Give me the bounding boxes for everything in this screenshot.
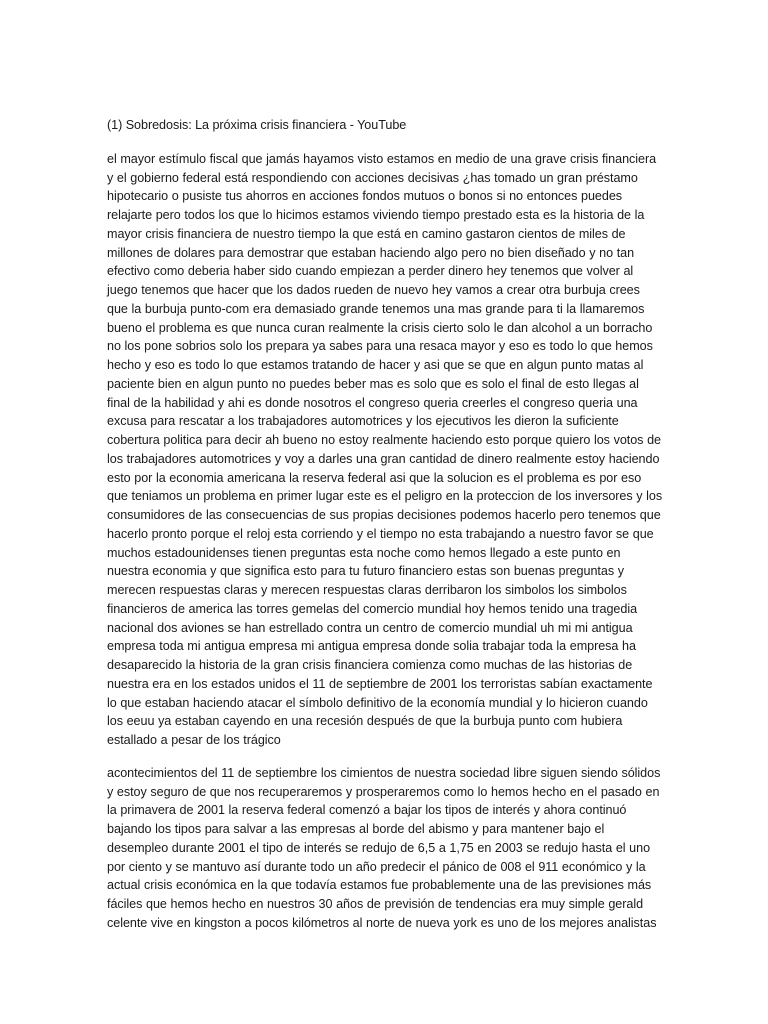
- paragraph-2: acontecimientos del 11 de septiembre los cimientos de nuestra sociedad libre siguen siendo sólidos y estoy seguro de que nos recuperaremos y prosperaremos como lo hemos hecho en el pasado en la primavera de 2001 la reserva federal comenzó a bajar los tipos de interés y ahora continuó bajando los tipos para salvar a las empresas al borde del abismo y para mantener bajo el desempleo durante 2001 el tipo de interés se redujo de 6,5 a 1,75 en 2003 se redujo hasta el uno por ciento y se mantuvo así durante todo un año predecir el pánico de 008 el 911 económico y la actual crisis económica en la que todavía estamos fue probablemente una de las previsiones más fáciles que hemos hecho en nuestros 30 años de previsión de tendencias era muy simple gerald celente vive en kingston a pocos kilómetros al norte de nueva york es uno de los mejores analistas: [107, 765, 661, 930]
- paragraph-1: el mayor estímulo fiscal que jamás hayamos visto estamos en medio de una grave crisis financiera y el gobierno federal está respondiendo con acciones decisivas ¿has tomado un gran préstamo hipotecario o pusiste tus ahorros en acciones fondos mutuos o bonos si no entonces puedes relajarte pero todos los que lo hicimos estamos viviendo tiempo prestado esta es la historia de la mayor crisis financiera de nuestro tiempo la que está en camino gastaron cientos de miles de millones de dolares para demostrar que estaban haciendo algo pero no bien diseñado y no tan efectivo como deberia haber sido cuando empiezan a perder dinero hey tenemos que volver al juego tenemos que hacer que los dados rueden de nuevo hey vamos a crear otra burbuja crees que la burbuja punto-com era demasiado grande tenemos una mas grande para ti la llamaremos bueno el problema es que nunca curan realmente la crisis cierto solo le dan alcohol a un borracho no los pone sobrios solo los prepara ya sabes para una resaca mayor y eso es todo lo que hemos hecho y eso es todo lo que estamos tratando de hacer y asi que se que en algun punto matas al paciente bien en algun punto no puedes beber mas es solo que es solo el final de esto llegas al final de la habilidad y ahi es donde nosotros el congreso queria creerles el congreso queria una excusa para rescatar a los trabajadores automotrices y los ejecutivos les dieron la suficiente cobertura politica para decir ah bueno no estoy realmente haciendo esto porque quiero los votos de los trabajadores automotrices y voy a darles una gran cantidad de dinero realmente estoy haciendo esto por la economia americana la reserva federal asi que la solucion es el problema es por eso que teniamos un problema en primer lugar este es el peligro en la proteccion de los inversores y los consumidores de las consecuencias de sus propias decisiones podemos hacerlo pero tenemos que hacerlo pronto porque el reloj esta corriendo y el tiempo no esta trabajando a nuestro favor se que muchos estadounidenses tienen preguntas esta noche como hemos llegado a este punto en nuestra economia y que significa esto para tu futuro financiero estas son buenas preguntas y merecen respuestas claras y merecen respuestas claras derribaron los simbolos los simbolos financieros de america las torres gemelas del comercio mundial hoy hemos tenido una tragedia nacional dos aviones se han estrellado contra un centro de comercio mundial uh mi mi antigua empresa toda mi antigua empresa mi antigua empresa donde solia trabajar toda la empresa ha desaparecido la historia de la gran crisis financiera comienza como muchas de las historias de nuestra era en los estados unidos el 11 de septiembre de 2001 los terroristas sabían exactamente lo que estaban haciendo atacar el símbolo definitivo de la economía mundial y lo hicieron cuando los eeuu ya estaban cayendo en una recesión después de que la burbuja punto com hubiera estallado a pesar de los trágico: [107, 151, 663, 747]
- document-title: (1) Sobredosis: La próxima crisis financiera - YouTube: [107, 118, 407, 132]
- document-body: [107, 116, 663, 947]
